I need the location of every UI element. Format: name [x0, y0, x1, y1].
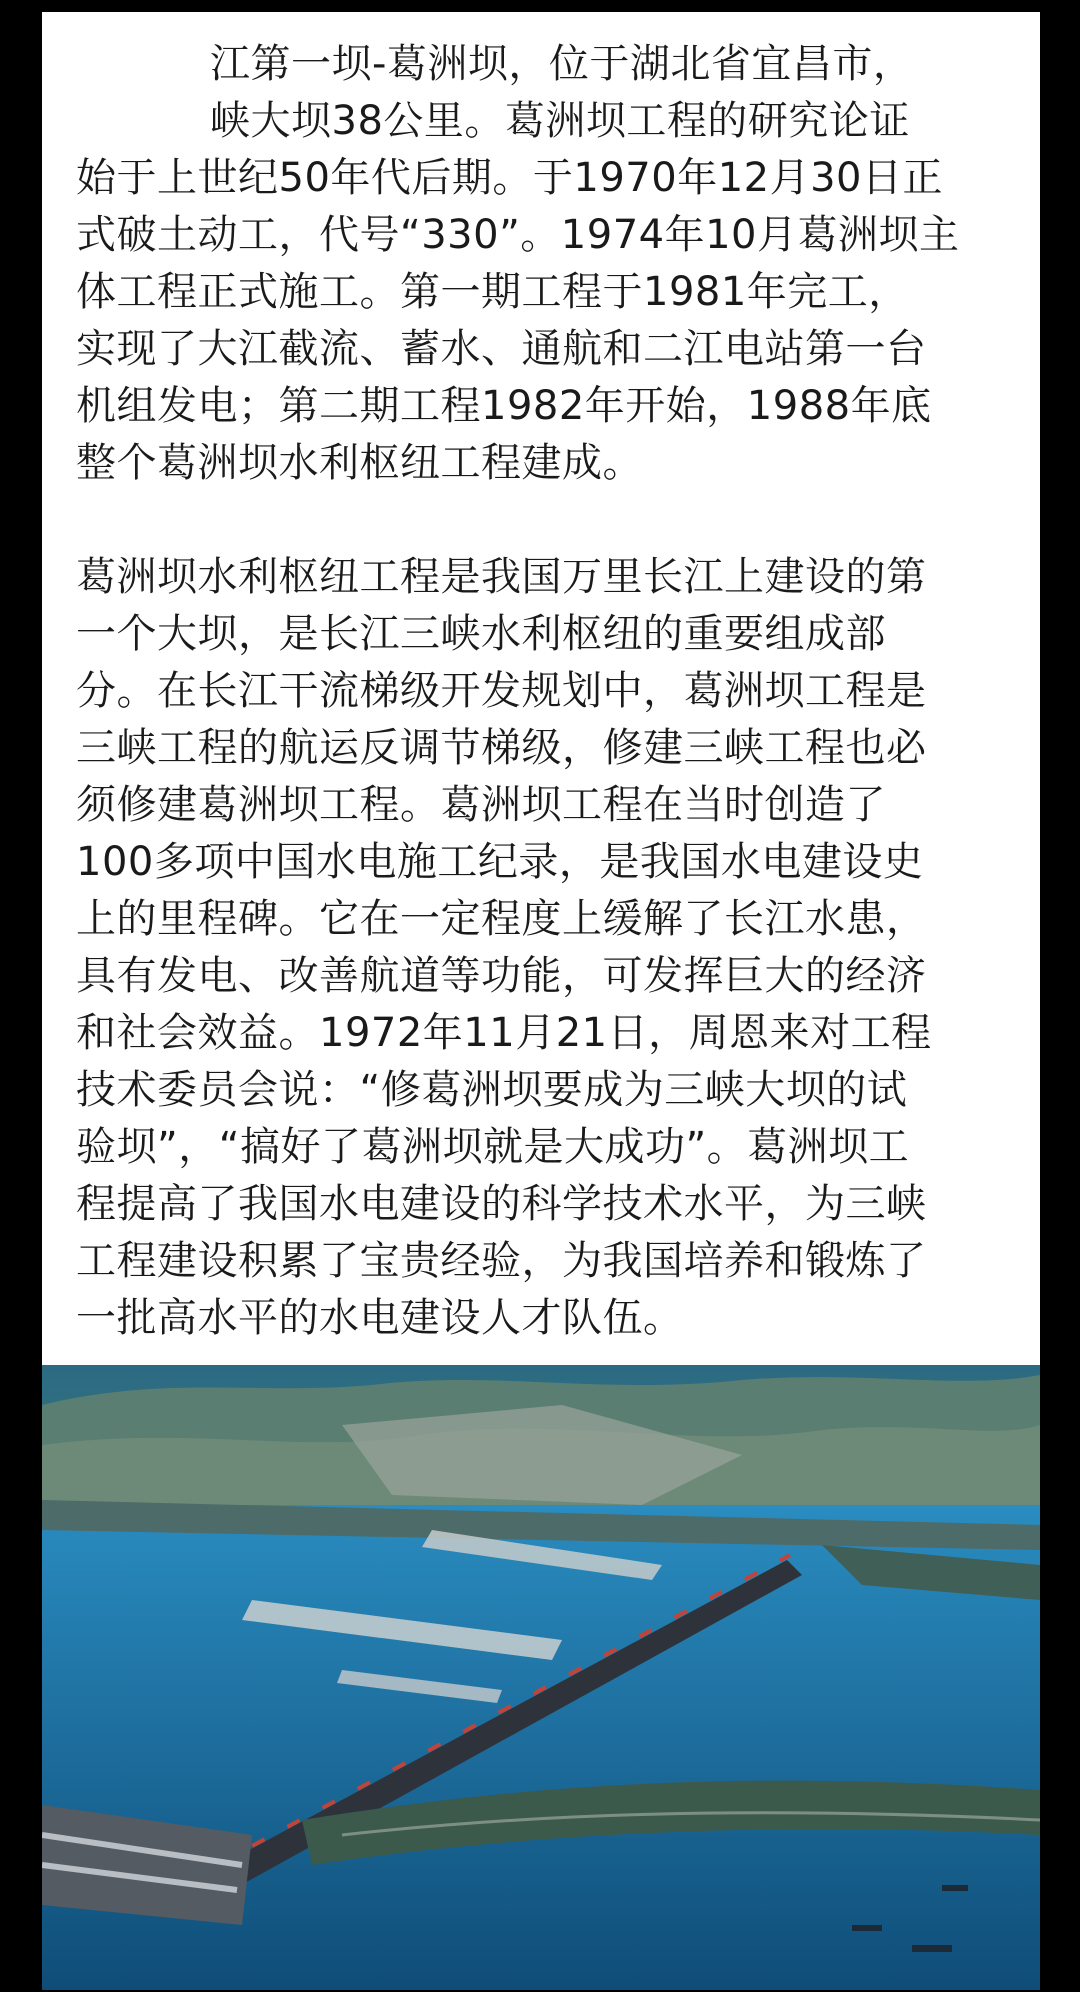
text-line: 程提高了我国水电建设的科学技术水平，为三峡: [76, 1181, 927, 1227]
text-line: 工程建设积累了宝贵经验，为我国培养和锻炼了: [76, 1238, 927, 1284]
text-line: 须修建葛洲坝工程。葛洲坝工程在当时创造了: [76, 782, 886, 828]
text-line: 验坝”，“搞好了葛洲坝就是大成功”。葛洲坝工: [76, 1124, 910, 1170]
text-line: 整个葛洲坝水利枢纽工程建成。: [76, 440, 643, 486]
dam-aerial-illustration: [42, 1365, 1040, 1990]
text-line: 峡大坝38公里。葛洲坝工程的研究论证: [210, 98, 910, 144]
text-line: 上的里程碑。它在一定程度上缓解了长江水患，: [76, 896, 927, 942]
text-line: 江第一坝-葛洲坝，位于湖北省宜昌市，: [210, 41, 914, 87]
paragraph-gap: [76, 492, 1010, 549]
text-line: 三峡工程的航运反调节梯级，修建三峡工程也必: [76, 725, 927, 771]
text-line: 实现了大江截流、蓄水、通航和二江电站第一台: [76, 326, 927, 372]
text-line: 体工程正式施工。第一期工程于1981年完工，: [76, 269, 909, 315]
text-line: 分。在长江干流梯级开发规划中，葛洲坝工程是: [76, 668, 927, 714]
text-line: 具有发电、改善航道等功能，可发挥巨大的经济: [76, 953, 927, 999]
text-line: 一批高水平的水电建设人才队伍。: [76, 1295, 684, 1341]
text-line: 机组发电；第二期工程1982年开始，1988年底: [76, 383, 932, 429]
dam-photo: [42, 1365, 1040, 1990]
text-line: 式破土动工，代号“330”。1974年10月葛洲坝主: [76, 212, 960, 258]
article-body: [76, 36, 1010, 1347]
text-line: 始于上世纪50年代后期。于1970年12月30日正: [76, 155, 943, 201]
text-line: 和社会效益。1972年11月21日，周恩来对工程: [76, 1010, 932, 1056]
text-line: 技术委员会说：“修葛洲坝要成为三峡大坝的试: [76, 1067, 908, 1113]
text-line: 葛洲坝水利枢纽工程是我国万里长江上建设的第: [76, 554, 927, 600]
text-line: 一个大坝，是长江三峡水利枢纽的重要组成部: [76, 611, 886, 657]
article-card: [42, 12, 1040, 1372]
text-line: 100多项中国水电施工纪录，是我国水电建设史: [76, 839, 924, 885]
